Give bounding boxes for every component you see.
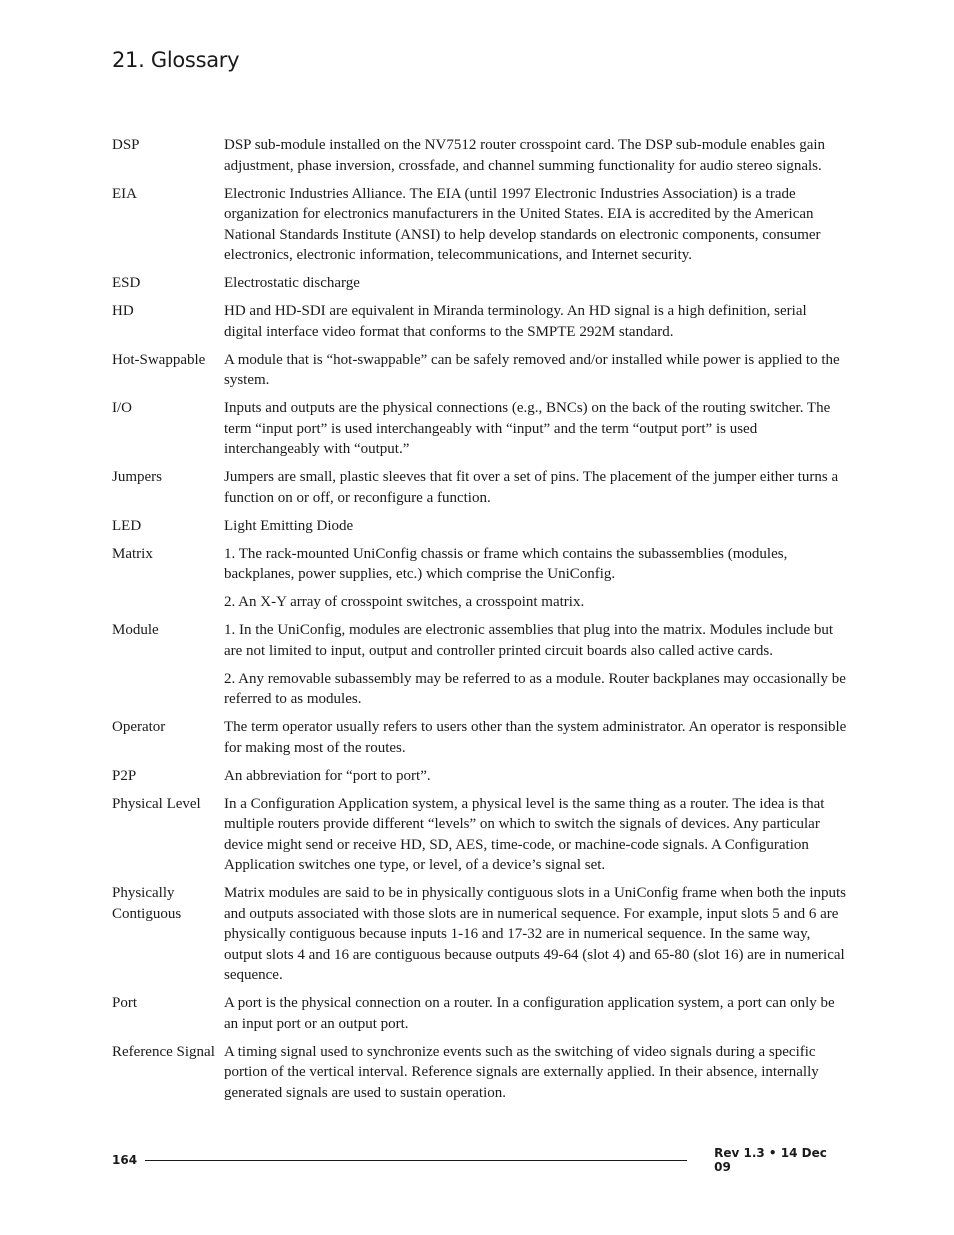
glossary-definition bbox=[224, 398, 847, 460]
glossary-term: Module bbox=[112, 622, 159, 638]
glossary-entry bbox=[112, 516, 847, 537]
glossary-term: Physical Level bbox=[112, 795, 201, 812]
glossary-entry bbox=[112, 184, 847, 266]
glossary-definition bbox=[224, 620, 847, 710]
glossary-definition bbox=[224, 135, 847, 176]
definition-paragraph: HD and HD-SDI are equivalent in Miranda terminology. An HD signal is a high definition, serial digital interface video format that conforms to the SMPTE 292M standard. bbox=[224, 303, 807, 340]
page-footer bbox=[112, 1146, 843, 1174]
glossary-entry bbox=[112, 544, 847, 613]
glossary-term: Reference Signal bbox=[112, 1043, 215, 1060]
glossary-term: Jumpers bbox=[112, 469, 162, 485]
glossary-term: HD bbox=[112, 303, 134, 319]
glossary-list bbox=[112, 135, 847, 1111]
glossary-definition bbox=[224, 350, 847, 391]
definition-paragraph: An abbreviation for “port to port”. bbox=[224, 767, 431, 784]
glossary-entry bbox=[112, 766, 847, 787]
glossary-definition bbox=[224, 516, 847, 537]
glossary-term: I/O bbox=[112, 400, 132, 416]
definition-paragraph: 2. Any removable subassembly may be referred to as a module. Router backplanes may occasionally be referred to as modules. bbox=[224, 670, 846, 707]
glossary-term: Operator bbox=[112, 719, 166, 735]
definition-paragraph: Light Emitting Diode bbox=[224, 517, 354, 534]
glossary-term: P2P bbox=[112, 767, 137, 784]
glossary-term: LED bbox=[112, 517, 142, 534]
glossary-definition bbox=[224, 794, 847, 876]
page-title: 21. Glossary bbox=[112, 48, 240, 72]
glossary-entry bbox=[112, 794, 847, 876]
definition-paragraph: Inputs and outputs are the physical connections (e.g., BNCs) on the back of the routing switcher. The term “input port” is used interchangeably with “input” and the term “output port” is used interchangeably with “output.” bbox=[224, 400, 831, 457]
page-number: 164 bbox=[112, 1153, 138, 1167]
glossary-term: Port bbox=[112, 995, 138, 1011]
definition-paragraph: 1. In the UniConfig, modules are electronic assemblies that plug into the matrix. Modules include but are not limited to input, output and controller printed circuit boards also called active cards. bbox=[224, 622, 834, 659]
glossary-definition bbox=[224, 717, 847, 758]
glossary-definition bbox=[224, 301, 847, 342]
glossary-entry bbox=[112, 301, 847, 342]
definition-paragraph: DSP sub-module installed on the NV7512 router crosspoint card. The DSP sub-module enables gain adjustment, phase inversion, crossfade, and channel summing functionality for audio stereo signals. bbox=[224, 137, 826, 174]
glossary-entry bbox=[112, 993, 847, 1034]
glossary-entry bbox=[112, 273, 847, 294]
glossary-entry bbox=[112, 350, 847, 391]
definition-paragraph: Matrix modules are said to be in physically contiguous slots in a UniConfig frame when both the inputs and outputs associated with those slots are in numerical sequence. For example, input slots 5 and 6 are physically contiguous because inputs 1-16 and 17-32 are in numerical sequence. In the same way, output slots 4 and 16 are contiguous because outputs 49-64 (slot 4) and 65-80 (slot 16) are in numerical sequence. bbox=[224, 885, 846, 983]
definition-paragraph: 2. An X-Y array of crosspoint switches, a crosspoint matrix. bbox=[224, 594, 585, 610]
definition-paragraph: In a Configuration Application system, a physical level is the same thing as a router. The idea is that multiple routers provide different “levels” on which to switch the signals of devices. Any particular device might send or receive HD, SD, AES, time-code, or machine-code signals. A Configuration Application switches one type, or level, of a device’s signal set. bbox=[224, 795, 825, 873]
revision-label: Rev 1.3 • 14 Dec 09 bbox=[714, 1146, 827, 1174]
glossary-entry bbox=[112, 883, 847, 986]
glossary-definition bbox=[224, 544, 847, 613]
glossary-term: ESD bbox=[112, 275, 141, 291]
glossary-definition bbox=[224, 184, 847, 266]
definition-paragraph: Electrostatic discharge bbox=[224, 275, 360, 291]
footer-rule bbox=[145, 1160, 687, 1161]
glossary-entry bbox=[112, 135, 847, 176]
glossary-definition bbox=[224, 1042, 847, 1104]
glossary-entry bbox=[112, 467, 847, 508]
definition-paragraph: Electronic Industries Alliance. The EIA (until 1997 Electronic Industries Association) is a trade organization for electronics manufacturers in the United States. EIA is accredited by the American National Standards Institute (ANSI) to help develop standards on electronic components, consumer electronics, electronic information, telecommunications, and Internet security. bbox=[224, 185, 821, 263]
glossary-definition bbox=[224, 993, 847, 1034]
definition-paragraph: A module that is “hot-swappable” can be safely removed and/or installed while power is applied to the system. bbox=[224, 351, 840, 388]
glossary-definition bbox=[224, 467, 847, 508]
glossary-definition bbox=[224, 883, 847, 986]
glossary-entry bbox=[112, 620, 847, 710]
definition-paragraph: The term operator usually refers to users other than the system administrator. An operator is responsible for making most of the routes. bbox=[224, 719, 847, 756]
glossary-term: Matrix bbox=[112, 545, 153, 562]
glossary-entry bbox=[112, 717, 847, 758]
glossary-term: EIA bbox=[112, 185, 137, 202]
glossary-term: Physically Contiguous bbox=[112, 885, 182, 922]
definition-paragraph: 1. The rack-mounted UniConfig chassis or frame which contains the subassemblies (modules, backplanes, power supplies, etc.) which comprise the UniConfig. bbox=[224, 545, 788, 582]
definition-paragraph: A timing signal used to synchronize events such as the switching of video signals during a specific portion of the vertical interval. Reference signals are externally applied. In their absence, internally generated signals are used to sustain operation. bbox=[224, 1043, 819, 1101]
glossary-definition bbox=[224, 273, 847, 294]
glossary-definition bbox=[224, 766, 847, 787]
definition-paragraph: A port is the physical connection on a router. In a configuration application system, a port can only be an input port or an output port. bbox=[224, 995, 835, 1032]
glossary-entry bbox=[112, 398, 847, 460]
glossary-entry bbox=[112, 1042, 847, 1104]
definition-paragraph: Jumpers are small, plastic sleeves that fit over a set of pins. The placement of the jumper either turns a function on or off, or reconfigure a function. bbox=[224, 469, 839, 506]
glossary-term: DSP bbox=[112, 137, 140, 153]
glossary-term: Hot-Swappable bbox=[112, 351, 206, 368]
